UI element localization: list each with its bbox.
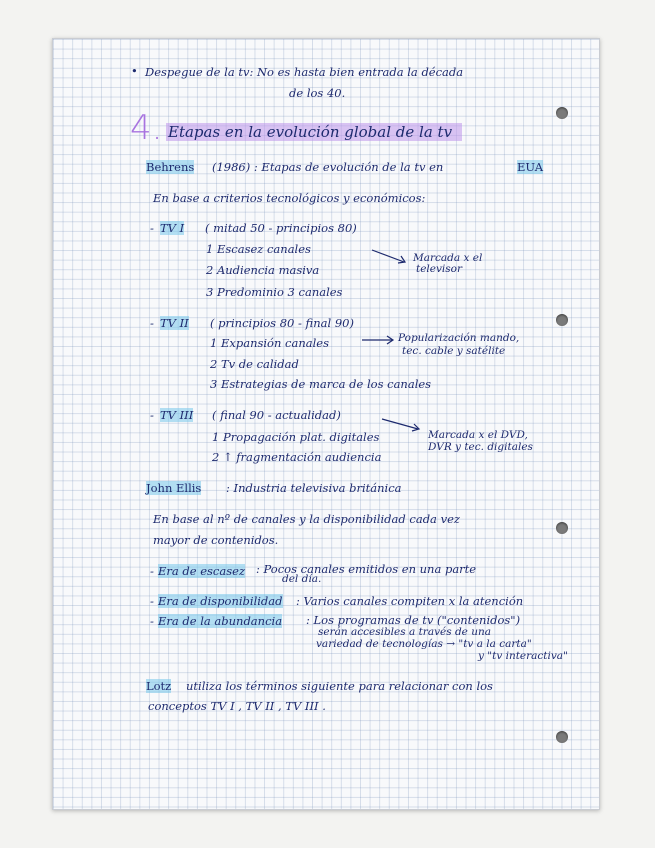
behrens-description: (1986) : Etapas de evolución de la tv en <box>212 160 444 174</box>
tv1-label: TV I <box>160 221 185 235</box>
ellis-text-line-2: mayor de contenidos. <box>153 533 279 547</box>
tv2-dates: ( principios 80 - final 90) <box>210 316 354 330</box>
era-description: : Varios canales compiten x la atención <box>296 594 524 608</box>
era-label: Era de escasez <box>158 564 245 578</box>
behrens-country: EUA <box>517 160 544 174</box>
dash: - <box>150 316 154 330</box>
tv1-note: televisor <box>416 263 463 275</box>
tv2-note: tec. cable y satélite <box>402 345 506 357</box>
author-lotz: Lotz <box>146 679 172 693</box>
section-title: Etapas en la evolución global de la tv <box>166 123 462 141</box>
era-label: Era de disponibilidad <box>158 594 283 608</box>
section-number: 4. <box>130 108 163 148</box>
binder-hole <box>556 107 568 119</box>
tv2-item: 3 Estrategias de marca de los canales <box>210 377 432 391</box>
era-description: variedad de tecnologías → "tv a la carta" <box>316 638 532 650</box>
tv3-note: Marcada x el DVD, <box>428 429 528 441</box>
binder-hole <box>556 314 568 326</box>
arrow-icon <box>360 335 396 345</box>
dash: - <box>150 614 154 628</box>
notebook-page <box>52 38 600 810</box>
lotz-line-1: utiliza los términos siguiente para relacionar con los <box>186 679 493 693</box>
criteria-text: En base a criterios tecnológicos y económicos: <box>153 191 426 205</box>
tv1-item: 2 Audiencia masiva <box>206 263 320 277</box>
author-behrens: Behrens <box>146 160 195 174</box>
dash: - <box>150 221 154 235</box>
tv1-note: Marcada x el <box>413 252 483 264</box>
era-description: : Pocos canales emitidos en una parte <box>256 562 477 576</box>
tv2-item: 1 Expansión canales <box>210 336 329 350</box>
dash: - <box>150 564 154 578</box>
intro-line-1: Despegue de la tv: No es hasta bien entrada la década <box>145 65 464 79</box>
tv1-dates: ( mitad 50 - principios 80) <box>205 221 357 235</box>
tv3-item: 2 ↑ fragmentación audiencia <box>212 450 382 464</box>
ellis-text-line-1: En base al nº de canales y la disponibilidad cada vez <box>153 512 460 526</box>
dash: - <box>150 594 154 608</box>
tv2-label: TV II <box>160 316 189 330</box>
tv2-note: Popularización mando, <box>398 332 520 344</box>
arrow-icon <box>380 416 424 434</box>
author-ellis: John Ellis <box>146 481 202 495</box>
intro-line-2: de los 40. <box>289 86 346 100</box>
bullet-icon: • <box>131 64 138 78</box>
era-description: del día. <box>282 573 322 585</box>
tv2-item: 2 Tv de calidad <box>210 357 299 371</box>
tv1-item: 3 Predominio 3 canales <box>206 285 343 299</box>
tv3-label: TV III <box>160 408 194 422</box>
tv1-item: 1 Escasez canales <box>206 242 311 256</box>
ellis-description: : Industria televisiva británica <box>226 481 402 495</box>
dash: - <box>150 408 154 422</box>
binder-hole <box>556 731 568 743</box>
tv3-note: DVR y tec. digitales <box>428 441 533 453</box>
era-label: Era de la abundancia <box>158 614 283 628</box>
tv3-dates: ( final 90 - actualidad) <box>212 408 341 422</box>
tv3-item: 1 Propagación plat. digitales <box>212 430 380 444</box>
era-description: y "tv interactiva" <box>478 650 568 662</box>
era-description: : Los programas de tv ("contenidos") <box>306 613 521 627</box>
lotz-line-2: conceptos TV I , TV II , TV III . <box>148 699 326 713</box>
arrow-icon <box>370 248 410 266</box>
era-description: serán accesibles a través de una <box>318 626 492 638</box>
binder-hole <box>556 522 568 534</box>
